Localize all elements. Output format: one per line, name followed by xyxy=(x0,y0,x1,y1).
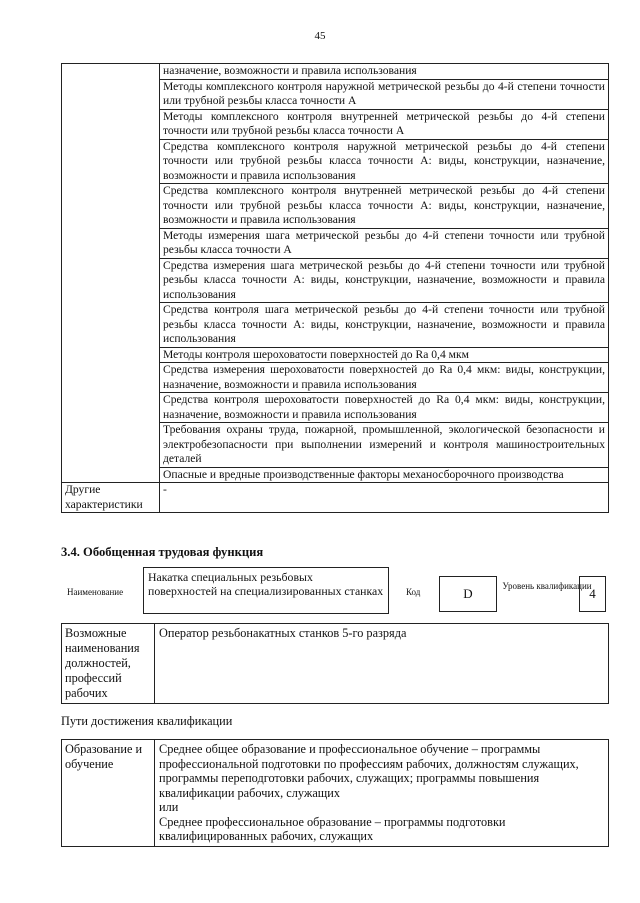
level-label: Уровень квалификации xyxy=(502,581,592,591)
table-row xyxy=(62,740,609,847)
knowledge-cell: Средства контроля шага метрической резьбы до 4-й степени точности или трубной резьбы класса точности А: виды, конструкции, назначение, возможности и правила использования xyxy=(160,303,609,348)
knowledge-cell: Методы комплексного контроля наружной метрической резьбы до 4-й степени точности или трубной резьбы класса точности А xyxy=(160,79,609,109)
code-label: Код xyxy=(406,587,421,597)
education-table xyxy=(61,739,609,847)
section-title: 3.4. Обобщенная трудовая функция xyxy=(61,545,264,559)
education-line: Среднее профессиональное образование – программы подготовки квалифицированных рабочих, служащих xyxy=(159,814,506,843)
knowledge-cell: Методы измерения шага метрической резьбы до 4-й степени точности или трубной резьбы класса точности А xyxy=(160,228,609,258)
positions-label: Возможные наименования должностей, профессий рабочих xyxy=(62,624,155,704)
knowledge-cell: Опасные и вредные производственные факторы механосборочного производства xyxy=(160,467,609,483)
knowledge-cell: Требования охраны труда, пожарной, промышленной, экологической безопасности и электробезопасности при выполнении измерений и контроля машиностроительных деталей xyxy=(160,423,609,468)
knowledge-cell: Средства измерения шага метрической резьбы до 4-й степени точности или трубной резьбы класса точности А: виды, конструкции, назначение, возможности и правила использования xyxy=(160,258,609,303)
knowledge-cell: Методы контроля шероховатости поверхностей до Ra 0,4 мкм xyxy=(160,347,609,363)
other-characteristics-value: - xyxy=(160,483,609,513)
other-characteristics-label: Другие характеристики xyxy=(62,483,160,513)
table-row xyxy=(62,624,609,704)
knowledge-cell: назначение, возможности и правила использования xyxy=(160,64,609,80)
knowledge-cell: Средства измерения шероховатости поверхностей до Ra 0,4 мкм: виды, конструкции, назначение, возможности и правила использования xyxy=(160,363,609,393)
knowledge-cell: Средства комплексного контроля внутренней метрической резьбы до 4-й степени точности или трубной резьбы класса точности А: виды, конструкции, назначение, возможности и правила использования xyxy=(160,184,609,229)
knowledge-cell: Средства контроля шероховатости поверхностей до Ra 0,4 мкм: виды, конструкции, назначение, возможности и правила использования xyxy=(160,393,609,423)
knowledge-table xyxy=(61,63,609,513)
education-label: Образование и обучение xyxy=(62,740,155,847)
education-line: или xyxy=(159,800,179,814)
page-number: 45 xyxy=(314,30,326,42)
code-box: D xyxy=(439,576,497,612)
education-value xyxy=(155,740,609,847)
function-name-box: Накатка специальных резьбовых поверхностей на специализированных станках xyxy=(143,567,389,614)
positions-value: Оператор резьбонакатных станков 5-го разряда xyxy=(155,624,609,704)
name-label: Наименование xyxy=(67,587,124,597)
level-box: 4 xyxy=(579,576,606,612)
knowledge-cell: Методы комплексного контроля внутренней метрической резьбы до 4-й степени точности или трубной резьбы класса точности А xyxy=(160,109,609,139)
table-row xyxy=(62,483,609,513)
empty-cell xyxy=(62,64,160,483)
knowledge-cell: Средства комплексного контроля наружной метрической резьбы до 4-й степени точности или трубной резьбы класса точности А: виды, конструкции, назначение, возможности и правила использования xyxy=(160,139,609,184)
positions-table xyxy=(61,623,609,704)
education-line: Среднее общее образование и профессиональное обучение – программы профессиональной подготовки по профессиям рабочих, должностям служащих, программы переподготовки рабочих, служащих; программы повышения квалификации рабочих, служащих xyxy=(159,742,579,800)
paths-title: Пути достижения квалификации xyxy=(61,714,233,728)
table-row xyxy=(62,64,609,80)
